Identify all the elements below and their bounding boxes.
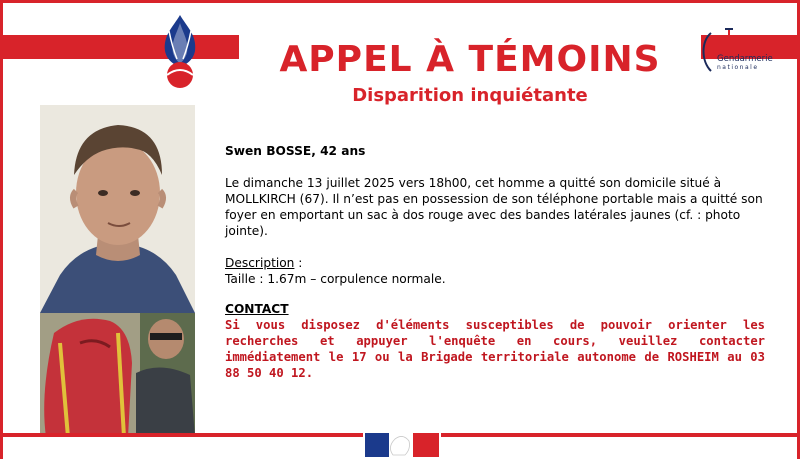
contact-text: Si vous disposez d'éléments susceptibles de pouvoir orienter les recherches et appuyer l'enquête en cours, veuillez contacter immédiatement le 17 ou la Brigade territoriale autonome de ROSHEIM au 03 88 50 40 12. <box>225 318 765 380</box>
description-colon: : <box>294 256 303 270</box>
missing-person-name: Swen BOSSE, 42 ans <box>225 144 366 158</box>
portrait-illustration <box>40 105 195 313</box>
republique-francaise-marianne-icon <box>363 429 441 459</box>
backpack-illustration <box>40 313 195 437</box>
logo-line-1: Gendarmerie <box>717 54 773 64</box>
description-block <box>225 255 765 287</box>
page-subtitle: Disparition inquiétante <box>352 85 588 106</box>
circumstances-paragraph: Le dimanche 13 juillet 2025 vers 18h00, cet homme a quitté son domicile situé à MOLLKIRCH (67). Il n’est pas en possession de son téléphone portable mais a quitté son foyer en emportant un sac à dos rouge avec des bandes latérales jaunes (cf. : photo jointe). <box>225 176 763 238</box>
gendarmerie-grenade-emblem-icon <box>151 13 209 93</box>
logo-line-2: nationale <box>717 64 759 71</box>
contact-heading: CONTACT <box>225 302 289 316</box>
description-text: Taille : 1.67m – corpulence normale. <box>225 272 446 286</box>
gendarmerie-logo-text <box>717 55 773 72</box>
page-title: APPEL À TÉMOINS <box>279 39 661 80</box>
notice-content <box>225 143 765 381</box>
backpack-photo <box>40 313 195 437</box>
description-label: Description <box>225 256 295 270</box>
missing-person-portrait-photo <box>40 105 195 313</box>
